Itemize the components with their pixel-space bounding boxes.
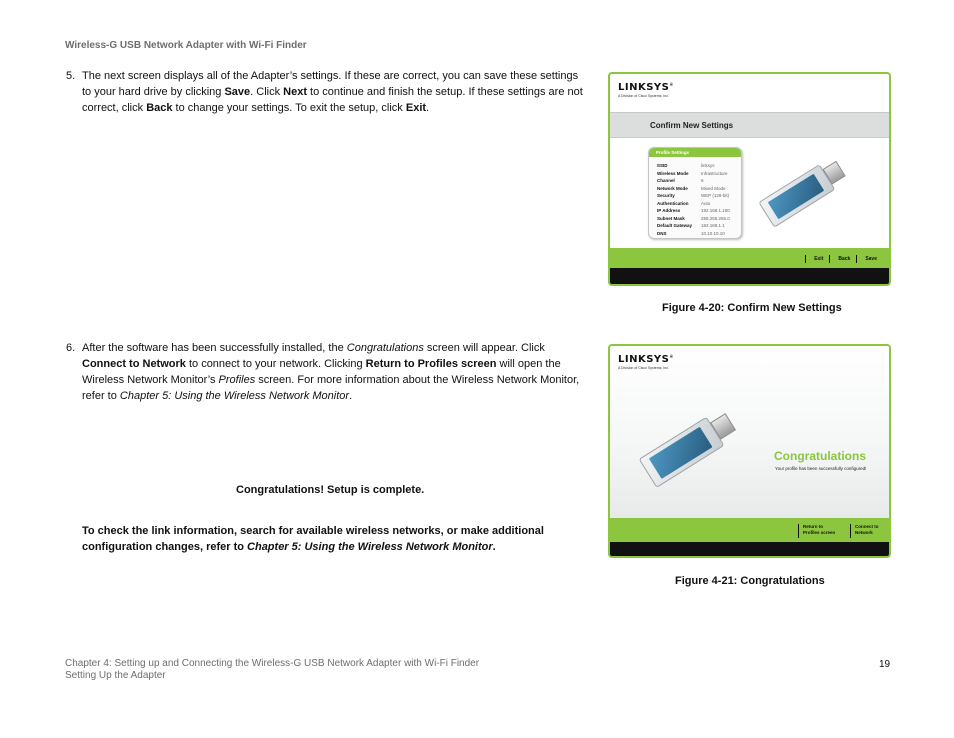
- setting-value: Mixed Mode: [701, 185, 726, 191]
- congratulations-term: Congratulations: [346, 342, 424, 354]
- footer-chapter: Chapter 4: Setting up and Connecting the Wireless-G USB Network Adapter with Wi-Fi Finder: [65, 658, 480, 669]
- linksys-logo: LINKSYS® A Division of Cisco Systems, Inc.: [618, 82, 674, 98]
- save-term: Save: [224, 86, 251, 98]
- profile-tab: Profile Settings: [649, 148, 741, 157]
- confirm-settings-screenshot: [608, 72, 891, 286]
- setting-row: [657, 230, 743, 238]
- chapter-ref: Chapter 5: Using the Wireless Network Monitor: [247, 541, 493, 553]
- setting-key: DNS: [657, 230, 667, 236]
- setting-value: 192.168.1.1: [701, 223, 725, 228]
- link-info-note: To check the link information, search for available wireless networks, or make additional configuration changes, refer to Chapter 5: Using the Wireless Network Monitor.: [82, 525, 544, 553]
- step-6: [66, 340, 590, 404]
- status-bar: [610, 542, 889, 556]
- figure-caption: Figure 4-20: Confirm New Settings: [662, 302, 842, 314]
- screen-title: Confirm New Settings: [650, 121, 734, 130]
- setting-value: WEP (128-bit): [701, 193, 730, 198]
- return-term: Return to Profiles screen: [365, 358, 497, 370]
- linksys-logo: LINKSYS® A Division of Cisco Systems, Inc.: [618, 354, 674, 370]
- status-bar: [610, 268, 889, 284]
- setting-value: linksys: [701, 163, 715, 168]
- setup-complete-note: Congratulations! Setup is complete.: [236, 484, 425, 496]
- setting-value: 192.168.1.100: [701, 208, 730, 213]
- step-5: [66, 68, 590, 116]
- setting-key: IP Address: [657, 208, 681, 213]
- setting-row: [657, 222, 743, 230]
- page-header: Wireless-G USB Network Adapter with Wi-Fi Finder: [65, 40, 307, 51]
- step-text: The next screen displays all of the Adapter’s settings. If these are correct, you can save these settings to your hard drive by clicking Save. Click Next to continue and finish the setup. If these settings are not correct, click Back to change your settings. To exit the setup, click Exit.: [82, 70, 583, 114]
- return-to-profiles-button[interactable]: Return to Profiles screen: [798, 524, 848, 538]
- back-button[interactable]: Back: [829, 255, 856, 263]
- setting-row: [657, 162, 743, 170]
- setting-row: [657, 170, 743, 178]
- save-button[interactable]: Save: [856, 255, 883, 263]
- next-term: Next: [283, 86, 307, 98]
- setting-row: [657, 177, 743, 185]
- settings-list: [657, 162, 743, 237]
- setting-value: 10.10.10.10: [701, 230, 725, 236]
- usb-adapter-icon: [751, 143, 859, 242]
- setting-value: 255.255.255.0: [701, 215, 730, 221]
- profiles-term: Profiles: [218, 374, 256, 386]
- connect-to-network-button[interactable]: Connect to Network: [850, 524, 890, 538]
- congratulations-screenshot: [608, 344, 891, 558]
- page-footer: [65, 658, 479, 682]
- setting-row: [657, 207, 743, 215]
- profile-settings-panel: [648, 147, 742, 239]
- button-bar: [610, 248, 889, 270]
- setting-row: [657, 200, 743, 208]
- setting-key: Authentication: [657, 200, 689, 206]
- footer-section: Setting Up the Adapter: [65, 670, 166, 681]
- setting-key: SSID: [657, 163, 668, 168]
- back-term: Back: [146, 102, 173, 114]
- setting-value: 6: [701, 178, 704, 183]
- setting-row: [657, 185, 743, 193]
- exit-button[interactable]: Exit: [805, 255, 829, 263]
- step-text: After the software has been successfully installed, the Congratulations screen will appear. Click Connect to Network to connect to your network. Clicking Return to Profiles screen will open the Wireless Network Monitor’s Profiles screen. For more information about the Wireless Network Monitor, refer to Chapter 5: Using the Wireless Network Monitor.: [82, 342, 580, 402]
- congratulations-title: Congratulations: [774, 449, 866, 463]
- setting-key: Wireless Mode: [657, 170, 689, 176]
- setting-key: Subnet Mask: [657, 215, 685, 221]
- setting-key: Default Gateway: [657, 223, 693, 228]
- step-number: 6.: [66, 342, 76, 354]
- page-number: 19: [879, 659, 891, 670]
- congratulations-subtitle: Your profile has been successfully configured!: [775, 466, 867, 471]
- button-bar: [610, 518, 889, 542]
- setting-value: Auto: [701, 200, 711, 206]
- setting-key: Network Mode: [657, 185, 688, 191]
- connect-term: Connect to Network: [82, 358, 186, 370]
- setting-key: Security: [657, 193, 675, 198]
- chapter-ref: Chapter 5: Using the Wireless Network Monitor: [119, 390, 350, 402]
- title-bar: [610, 112, 889, 138]
- setting-row: [657, 215, 743, 223]
- setting-row: [657, 192, 743, 200]
- step-number: 5.: [66, 70, 76, 82]
- setting-key: Channel: [657, 178, 675, 183]
- setting-value: Infrastructure: [701, 170, 728, 176]
- exit-term: Exit: [405, 102, 427, 114]
- figure-caption: Figure 4-21: Congratulations: [675, 575, 825, 587]
